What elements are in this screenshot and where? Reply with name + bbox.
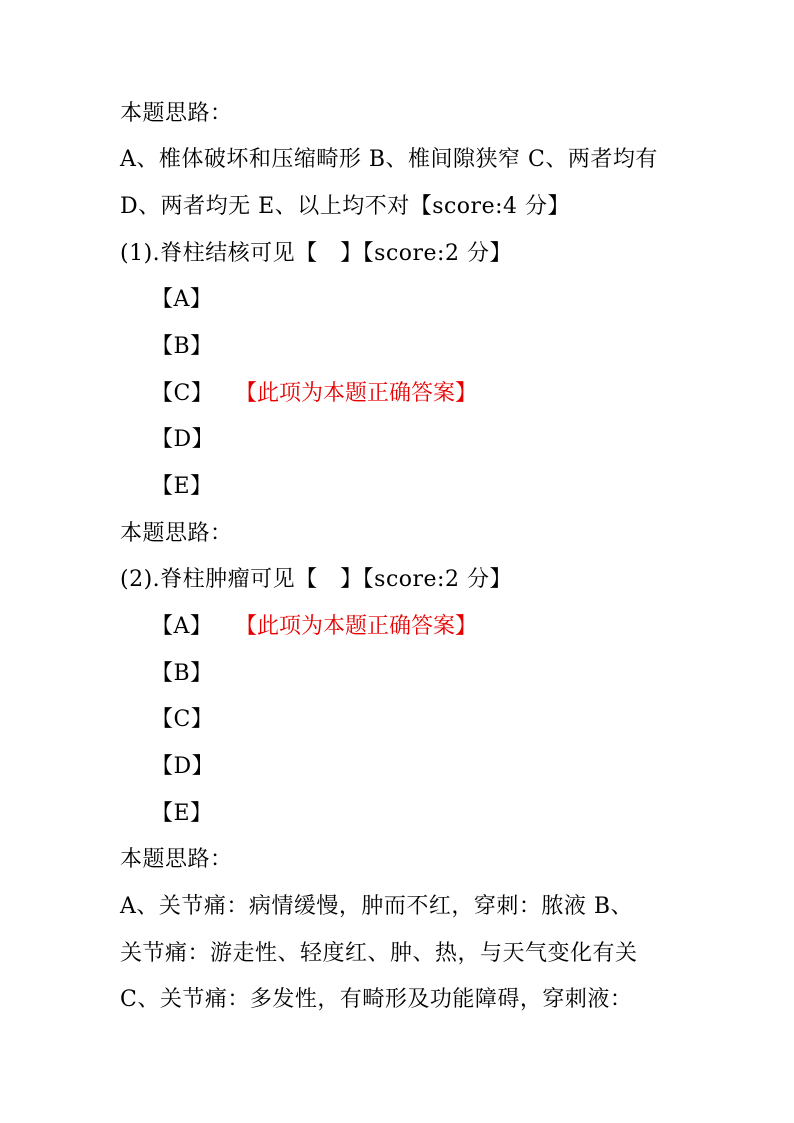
sub-question-2-stem: (2).脊柱肿瘤可见【 】【score:2 分】 — [120, 567, 512, 592]
q1-option-b: 【B】 — [151, 334, 213, 359]
question-options-line-2: D、两者均无 E、以上均不对【score:4 分】 — [120, 194, 570, 219]
q2-explanation-heading: 本题思路： — [120, 847, 233, 872]
sub-question-1-stem: (1).脊柱结核可见【 】【score:2 分】 — [120, 241, 512, 266]
q1-option-e: 【E】 — [151, 474, 213, 499]
question-options-line-1: A、椎体破坏和压缩畸形 B、椎间隙狭窄 C、两者均有 — [120, 147, 658, 172]
q2-option-e: 【E】 — [151, 801, 213, 826]
q2-correct-answer-marker: 【此项为本题正确答案】 — [235, 614, 478, 639]
explanation-line-3: C、关节痛：多发性，有畸形及功能障碍，穿刺液： — [120, 987, 633, 1012]
q1-correct-answer-marker: 【此项为本题正确答案】 — [235, 381, 478, 406]
q2-option-d: 【D】 — [151, 754, 215, 779]
q2-option-a: 【A】 — [151, 614, 213, 639]
explanation-heading: 本题思路： — [120, 101, 233, 126]
q1-option-a: 【A】 — [151, 287, 213, 312]
q2-option-b: 【B】 — [151, 661, 213, 686]
q2-option-c: 【C】 — [151, 707, 214, 732]
q1-option-d: 【D】 — [151, 427, 215, 452]
explanation-line-2: 关节痛：游走性、轻度红、肿、热，与天气变化有关 — [120, 941, 638, 966]
q1-explanation-heading: 本题思路： — [120, 521, 233, 546]
q1-option-c: 【C】 — [151, 381, 214, 406]
explanation-line-1: A、关节痛：病情缓慢，肿而不红，穿刺：脓液 B、 — [120, 894, 634, 919]
